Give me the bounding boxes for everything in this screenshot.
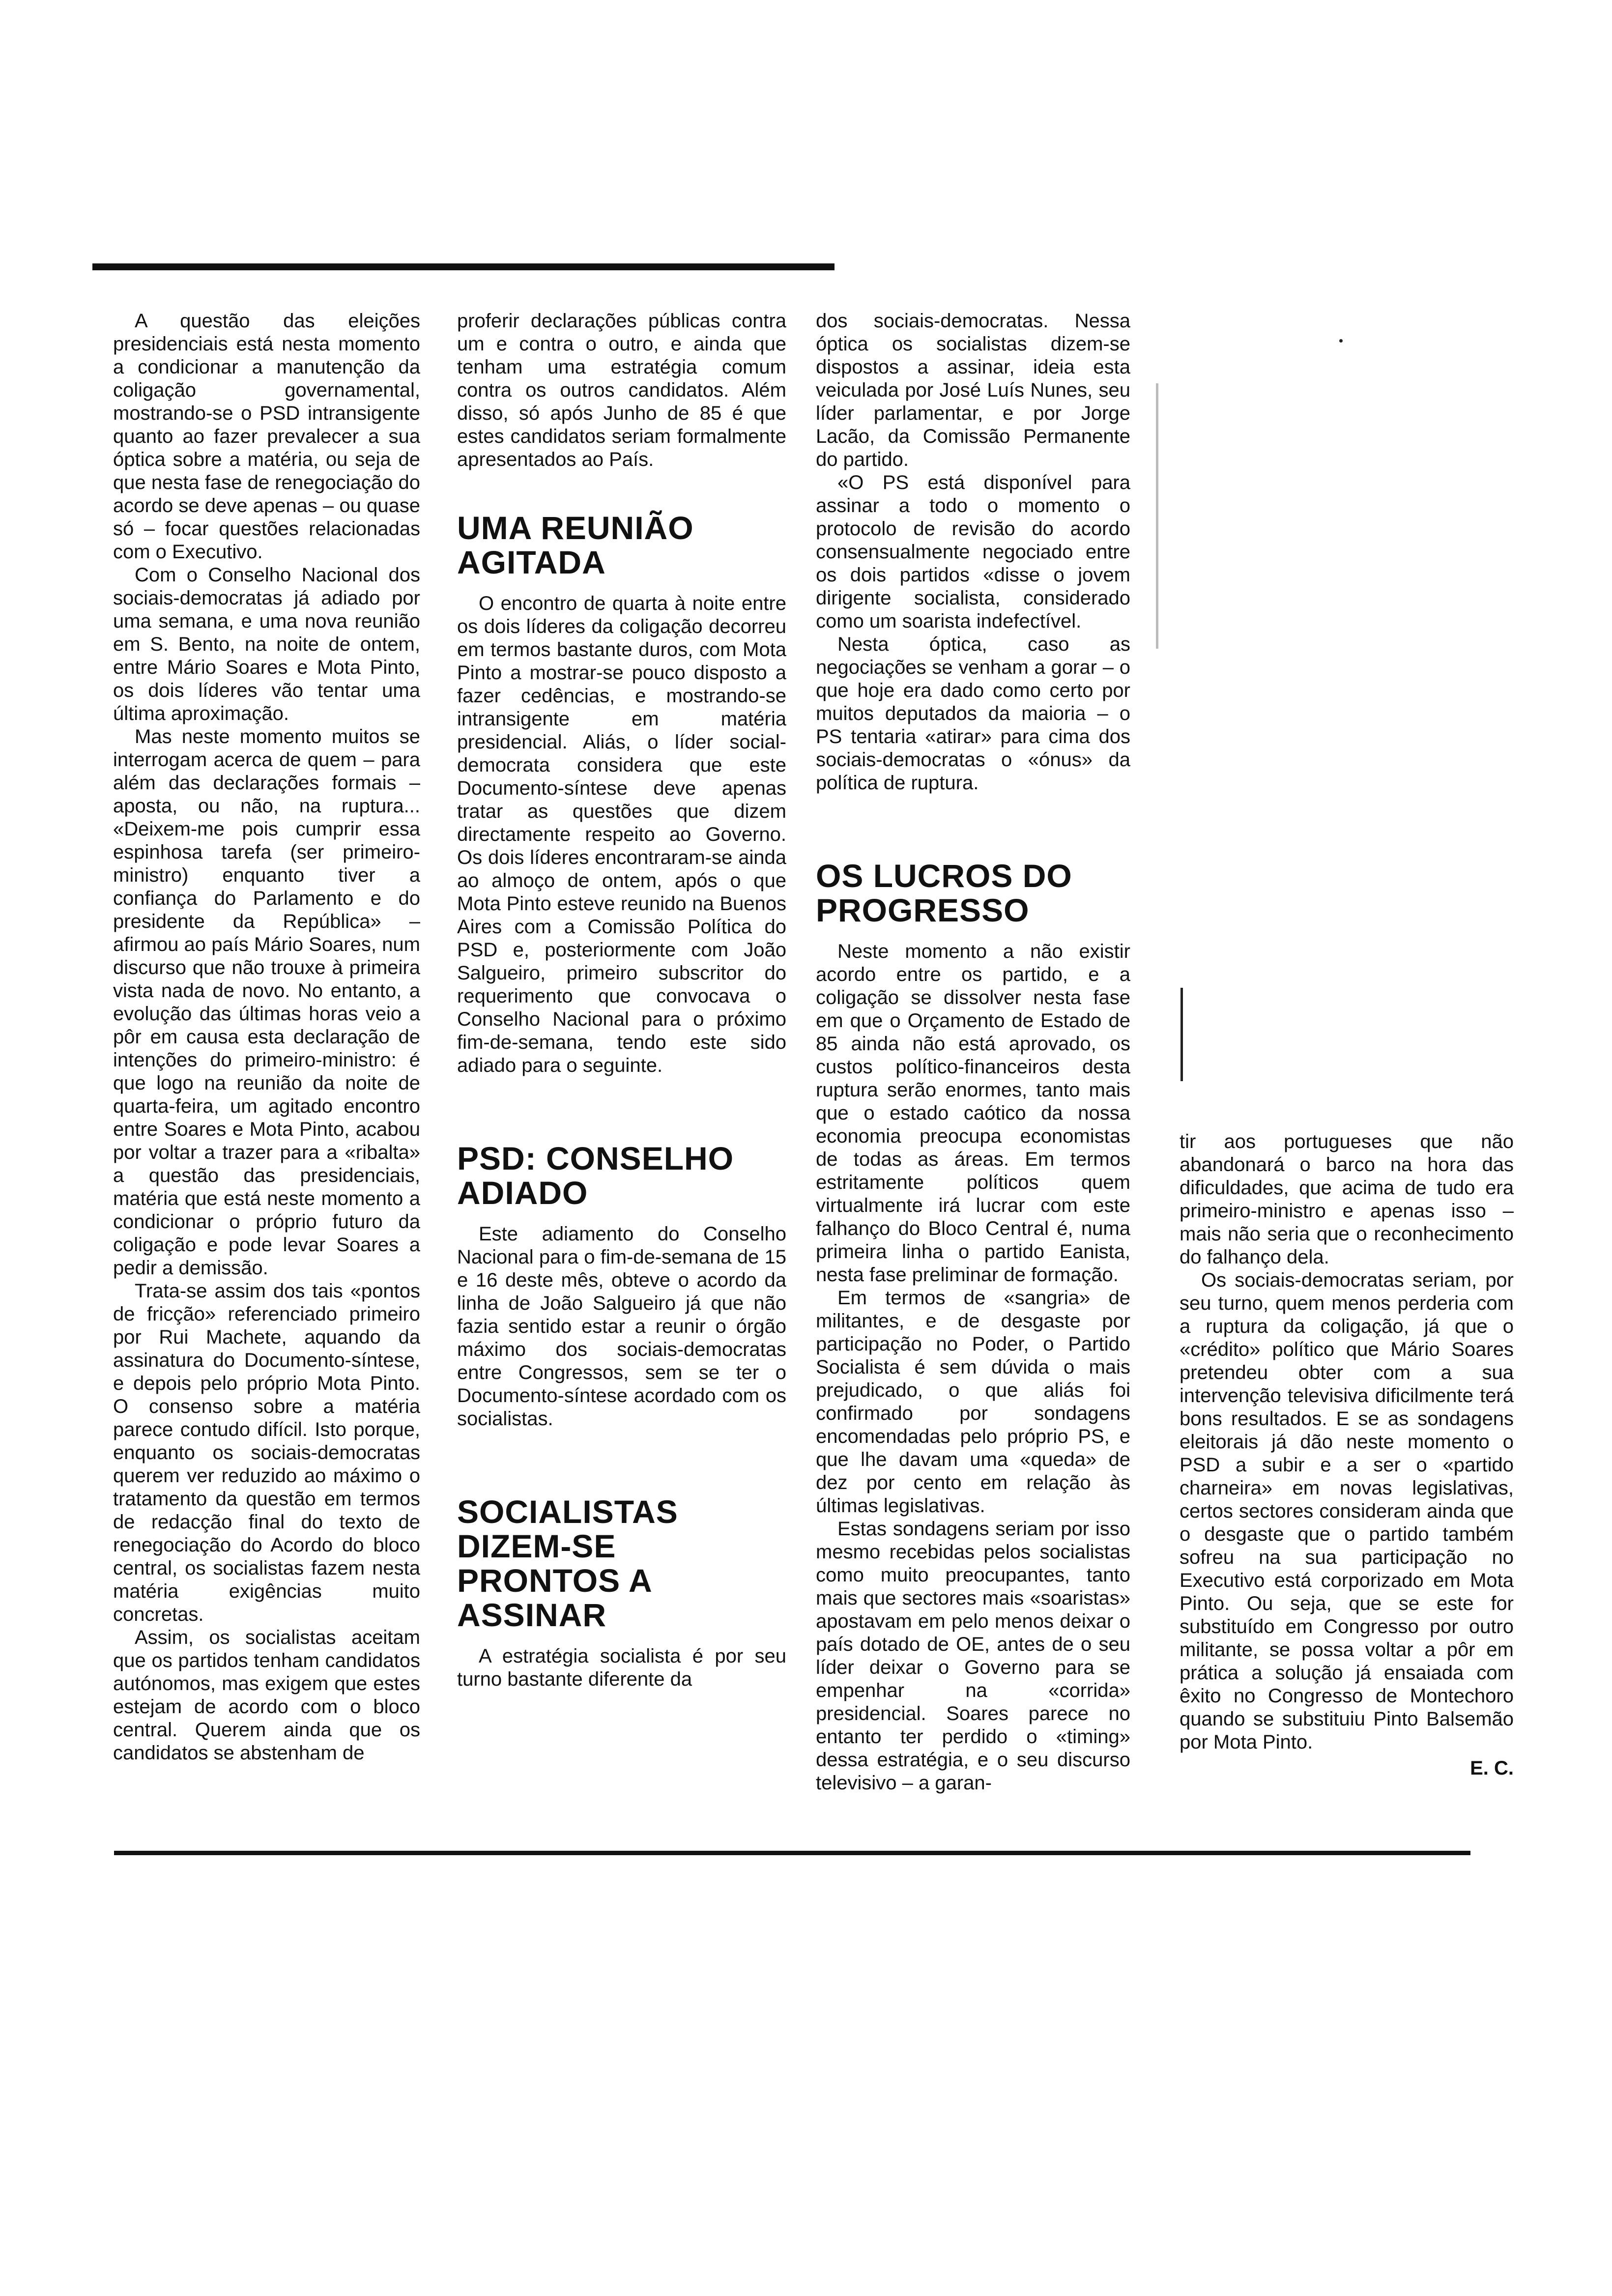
paragraph: Estas sondagens seriam por isso mesmo recebidas pelos socialistas como muito preocupantes, tanto mais que sectores mais «soaristas» apostavam em pelo menos deixar o país dotado de OE, antes de o seu líder deixar o Governo para se empenhar na «corrida» presidencial. Soares parece no entanto ter perdido o «timing» dessa estratégia, e o seu discurso televisivo – a garan- <box>816 1518 1130 1794</box>
bottom-rule <box>114 1851 1470 1855</box>
column-4 <box>1180 1130 1514 1780</box>
top-rule <box>92 263 835 270</box>
author-signature: E. C. <box>1470 1757 1514 1779</box>
column-3 <box>816 310 1130 1795</box>
paragraph: O encontro de quarta à noite entre os dois líderes da coligação decorreu em termos bastante duros, com Mota Pinto a mostrar-se pouco disposto a fazer cedências, e mostrando-se intransigente em matéria presidencial. Aliás, o líder social-democrata considera que este Documento-síntese deve apenas tratar as questões que dizem directamente respeito ao Governo. Os dois líderes encontraram-se ainda ao almoço de ontem, após o que Mota Pinto esteve reunido na Buenos Aires com a Comissão Política do PSD e, posteriormente com João Salgueiro, primeiro subscritor do requerimento que convocava o Conselho Nacional para o próximo fim-de-semana, tendo este sido adiado para o seguinte. <box>457 593 786 1076</box>
paragraph: proferir declarações públicas contra um e contra o outro, e ainda que tenham uma estratégia comum contra os outros candidatos. Além disso, só após Junho de 85 é que estes candidatos seriam formalmente apresentados ao País. <box>457 310 786 470</box>
paragraph: Com o Conselho Nacional dos sociais-democratas já adiado por uma semana, e uma nova reunião em S. Bento, na noite de ontem, entre Mário Soares e Mota Pinto, os dois líderes vão tentar uma última aproximação. <box>113 564 420 724</box>
section-heading-reuniao: UMA REUNIÃO AGITADA <box>457 510 694 580</box>
paragraph: tir aos portugueses que não abandonará o barco na hora das dificuldades, que acima de tudo era primeiro-ministro e apenas isso – mais não seria que o reconhecimento do falhanço dela. <box>1180 1131 1514 1268</box>
margin-mark <box>1180 988 1183 1081</box>
paragraph: «O PS está disponível para assinar a todo o momento o protocolo de revisão do acordo consensualmente negociado entre os dois partidos «disse o jovem dirigente socialista, considerado como um soarista indefectível. <box>816 472 1130 632</box>
margin-mark <box>1156 383 1158 649</box>
margin-dot <box>1339 339 1343 343</box>
section-heading-lucros: OS LUCROS DO PROGRESSO <box>816 858 1072 928</box>
column-1 <box>113 310 420 1765</box>
paragraph: Assim, os socialistas aceitam que os partidos tenham candidatos autónomos, mas exigem que estes estejam de acordo com o bloco central. Querem ainda que os candidatos se abstenham de <box>113 1627 420 1764</box>
column-2 <box>457 310 786 1691</box>
paragraph: A estratégia socialista é por seu turno bastante diferente da <box>457 1645 786 1690</box>
paragraph: Em termos de «sangria» de militantes, e de desgaste por participação no Poder, o Partido Socialista é sem dúvida o mais prejudicado, o que aliás foi confirmado por sondagens encomendadas pelo próprio PS, e que lhe davam uma «queda» de dez por cento em relação às últimas legislativas. <box>816 1287 1130 1517</box>
paragraph: dos sociais-democratas. Nessa óptica os socialistas dizem-se dispostos a assinar, ideia esta veiculada por José Luís Nunes, seu líder parlamentar, e por Jorge Lacão, da Comissão Permanente do partido. <box>816 310 1130 470</box>
paragraph: Este adiamento do Conselho Nacional para o fim-de-semana de 15 e 16 deste mês, obteve o acordo da linha de João Salgueiro já que não fazia sentido estar a reunir o órgão máximo dos sociais-democratas entre Congressos, sem se ter o Documento-síntese acordado com os socialistas. <box>457 1223 786 1430</box>
paragraph: Nesta óptica, caso as negociações se venham a gorar – o que hoje era dado como certo por muitos deputados da maioria – o PS tentaria «atirar» para cima dos sociais-democratas o «ónus» da política de ruptura. <box>816 633 1130 794</box>
paragraph: Os sociais-democratas seriam, por seu turno, quem menos perderia com a ruptura da coligação, já que o «crédito» político que Mário Soares pretendeu obter com a sua intervenção televisiva dificilmente terá bons resultados. E se as sondagens eleitorais já dão neste momento o PSD a subir e a ser o «partido charneira» em novas legislativas, certos sectores consideram ainda que o desgaste que o partido também sofreu na sua participação no Executivo está corporizado em Mota Pinto. Ou seja, que se este for substituído em Congresso por outro militante, se possa voltar a pôr em prática a solução já ensaiada com êxito no Congresso de Montechoro quando se substituiu Pinto Balsemão por Mota Pinto. <box>1180 1269 1514 1753</box>
paragraph: Neste momento a não existir acordo entre os partido, e a coligação se dissolver nesta fase em que o Orçamento de Estado de 85 ainda não está aprovado, os custos político-financeiros desta ruptura serão enormes, tanto mais que o estado caótico da nossa economia preocupa economistas de todas as áreas. Em termos estritamente políticos quem virtualmente irá lucrar com este falhanço do Bloco Central é, numa primeira linha o partido Eanista, nesta fase preliminar de formação. <box>816 941 1130 1286</box>
paragraph: Mas neste momento muitos se interrogam acerca de quem – para além das declarações formais – aposta, ou não, na ruptura... «Deixem-me pois cumprir essa espinhosa tarefa (ser primeiro-ministro) enquanto tiver a confiança do Parlamento e do presidente da República» – afirmou ao país Mário Soares, num discurso que não trouxe à primeira vista nada de novo. No entanto, a evolução das últimas horas veio a pôr em causa esta declaração de intenções do primeiro-ministro: é que logo na reunião da noite de quarta-feira, um agitado encontro entre Soares e Mota Pinto, acabou por voltar a trazer para a «ribalta» a questão das presidenciais, matéria que está neste momento a condicionar o próprio futuro da coligação e pode levar Soares a pedir a demissão. <box>113 726 420 1279</box>
section-heading-conselho: PSD: CONSELHO ADIADO <box>457 1140 734 1211</box>
paragraph: A questão das eleições presidenciais está nesta momento a condicionar a manutenção da coligação governamental, mostrando-se o PSD intransigente quanto ao fazer prevalecer a sua óptica sobre a matéria, ou seja de que nesta fase de renegociação do acordo se deve apenas – ou quase só – focar questões relacionadas com o Executivo. <box>113 310 420 563</box>
section-heading-socialistas: SOCIALISTAS DIZEM-SE PRONTOS A ASSINAR <box>457 1493 678 1633</box>
paragraph: Trata-se assim dos tais «pontos de fricção» referenciado primeiro por Rui Machete, aquando da assinatura do Documento-síntese, e depois pelo próprio Mota Pinto. O consenso sobre a matéria parece contudo difícil. Isto porque, enquanto os sociais-democratas querem ver reduzido ao máximo o tratamento da questão em termos de redacção final do texto de renegociação do Acordo do bloco central, os socialistas fazem nesta matéria exigências muito concretas. <box>113 1280 420 1625</box>
